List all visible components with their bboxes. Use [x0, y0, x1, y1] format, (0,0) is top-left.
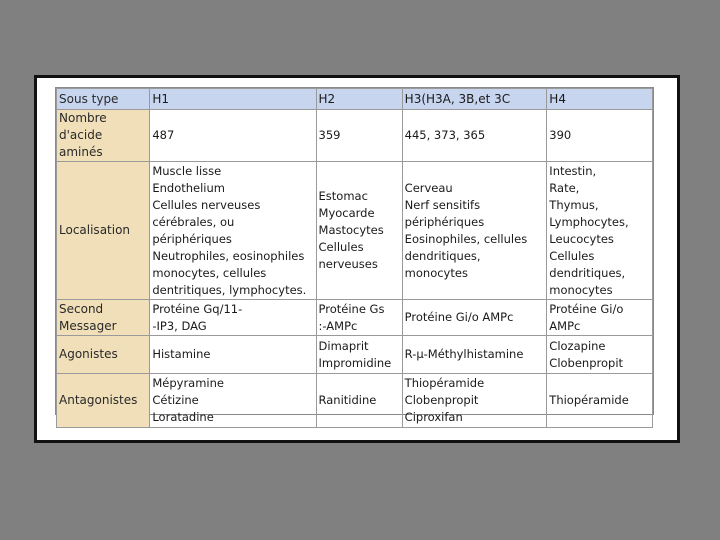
- table-row-localisation: [57, 162, 653, 300]
- table-cell: Protéine Gs :-AMPc: [316, 300, 402, 336]
- row-label: Antagonistes: [57, 374, 150, 428]
- table-cell: Protéine Gi/o AMPc: [547, 300, 653, 336]
- table-row-agonistes: [57, 336, 653, 374]
- header-h2: H2: [316, 89, 402, 110]
- table-cell: R-μ-Méthylhistamine: [402, 336, 547, 374]
- table-cell: Intestin, Rate, Thymus, Lymphocytes, Leucocytes Cellules dendritiques, monocytes: [547, 162, 653, 300]
- table-cell: Cerveau Nerf sensitifs périphériques Eosinophiles, cellules dendritiques, monocytes: [402, 162, 547, 300]
- row-label: Agonistes: [57, 336, 150, 374]
- table-cell: Protéine Gi/o AMPc: [402, 300, 547, 336]
- receptor-table: [56, 88, 653, 428]
- table-row-acides-amines: [57, 110, 653, 162]
- table-cell: Mépyramine Cétizine Loratadine: [150, 374, 316, 428]
- table-cell: Muscle lisse Endothelium Cellules nerveuses cérébrales, ou périphériques Neutrophiles, eosinophiles monocytes, cellules dentritiques, lymphocytes.: [150, 162, 316, 300]
- header-sous-type: Sous type: [57, 89, 150, 110]
- header-h1: H1: [150, 89, 316, 110]
- table-cell: Clozapine Clobenpropit: [547, 336, 653, 374]
- table-cell: Thiopéramide Clobenpropit Ciproxifan: [402, 374, 547, 428]
- table-row-antagonistes: [57, 374, 653, 428]
- table-header-row: [57, 89, 653, 110]
- table-cell: Thiopéramide: [547, 374, 653, 428]
- table-cell: 359: [316, 110, 402, 162]
- header-h4: H4: [547, 89, 653, 110]
- row-label: Localisation: [57, 162, 150, 300]
- table-cell: Estomac Myocarde Mastocytes Cellules nerveuses: [316, 162, 402, 300]
- table-cell: Dimaprit Impromidine: [316, 336, 402, 374]
- table-cell: Protéine Gq/11- -IP3, DAG: [150, 300, 316, 336]
- table-cell: 390: [547, 110, 653, 162]
- table-cell: Ranitidine: [316, 374, 402, 428]
- table-cell: 445, 373, 365: [402, 110, 547, 162]
- header-h3: H3(H3A, 3B,et 3C: [402, 89, 547, 110]
- row-label: Second Messager: [57, 300, 150, 336]
- row-label: Nombre d'acide aminés: [57, 110, 150, 162]
- table-cell: 487: [150, 110, 316, 162]
- table-cell: Histamine: [150, 336, 316, 374]
- table-row-second-messager: [57, 300, 653, 336]
- histamine-receptor-table: [55, 87, 654, 424]
